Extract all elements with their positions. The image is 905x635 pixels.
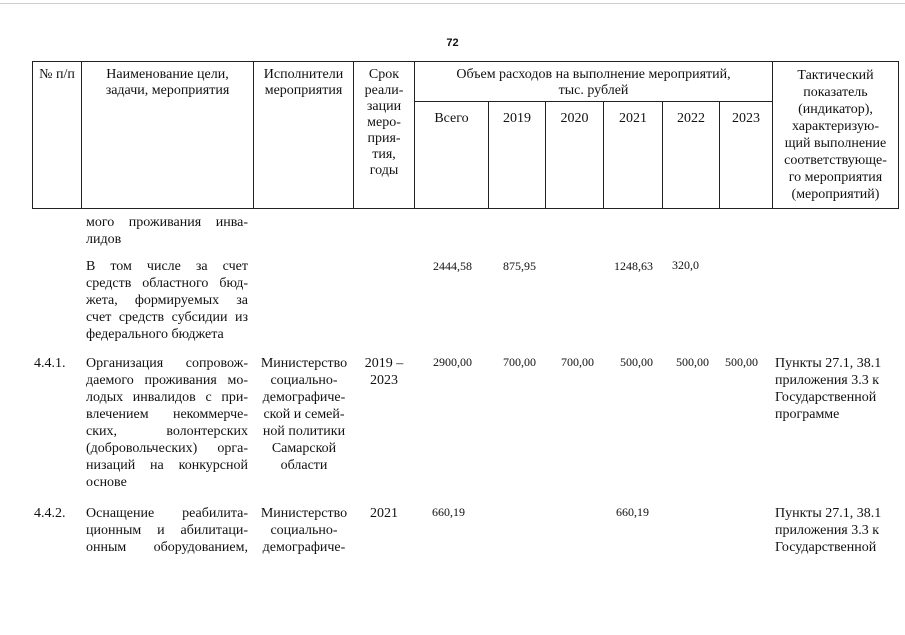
cell-number: 4.4.2. (34, 506, 66, 521)
header-year-2022: 2022 (677, 111, 705, 126)
cell-2021: 500,00 (620, 355, 653, 369)
page-number: 72 (446, 37, 459, 49)
header-term: Срок реали- зации меро- прия- тия, годы (364, 67, 404, 178)
header-year-2020: 2020 (560, 111, 589, 126)
cell-2019: 875,95 (503, 259, 536, 273)
cell-2021: 660,19 (616, 505, 649, 519)
cell-total: 660,19 (432, 505, 465, 519)
cell-total: 2444,58 (433, 259, 472, 273)
header-name: Наименование цели, задачи, мероприятия (105, 67, 230, 98)
header-col-line (898, 61, 899, 209)
cell-executors: Министерство социально- демографиче- (260, 506, 348, 555)
cell-2022: 500,00 (676, 355, 709, 369)
cell-indicator: Пункты 27.1, 38.1 приложения 3.3 к Государственной (775, 506, 882, 555)
cell-executors: Министерство социально- демографиче- ской и семей- ной политики Самарской области (260, 356, 348, 473)
cell-2022: 320,0 (672, 258, 699, 272)
cell-2020: 700,00 (561, 355, 594, 369)
header-volume: Объем расходов на выполнение мероприятий, тыс. рублей (456, 67, 731, 98)
header-year-2019: 2019 (503, 111, 531, 126)
cell-2021: 1248,63 (614, 259, 653, 273)
cell-2019: 700,00 (503, 355, 536, 369)
table-header (32, 61, 899, 209)
cell-indicator: Пункты 27.1, 38.1 приложения 3.3 к Государственной программе (775, 356, 882, 422)
header-total: Всего (434, 111, 469, 126)
table-row: Организация сопровож- даемого проживания мо- лодых инвалидов с при- влечением некоммерче- ских, волонтерских (добровольческих) орга- низаций на конкурсной основе (86, 356, 248, 490)
header-bottom-rule (32, 208, 899, 209)
table-row: мого проживания инва- лидов (86, 215, 248, 247)
header-col-line (32, 61, 33, 209)
cell-term: 2019 – 2023 (364, 356, 404, 388)
table-row: В том числе за счет средств областного бюд- жета, формируемых за счет средств субсидии из федерального бюджета (86, 259, 248, 342)
scan-top-border (0, 3, 905, 4)
cell-2023: 500,00 (725, 355, 758, 369)
cell-total: 2900,00 (433, 355, 472, 369)
cell-number: 4.4.1. (34, 356, 66, 371)
header-indicator: Тактический показатель (индикатор), характеризую- щий выполнение соответствующе- го мероприятия (мероприятий) (784, 68, 887, 202)
header-executors: Исполнители мероприятия (263, 67, 344, 98)
header-year-2021: 2021 (619, 111, 647, 126)
cell-term: 2021 (370, 506, 398, 521)
table-row: Оснащение реабилита- ционным и абилитаци- онным оборудованием, (86, 506, 248, 555)
header-top-rule (32, 61, 899, 62)
header-number: № п/п (39, 67, 75, 82)
header-year-2023: 2023 (732, 111, 760, 126)
